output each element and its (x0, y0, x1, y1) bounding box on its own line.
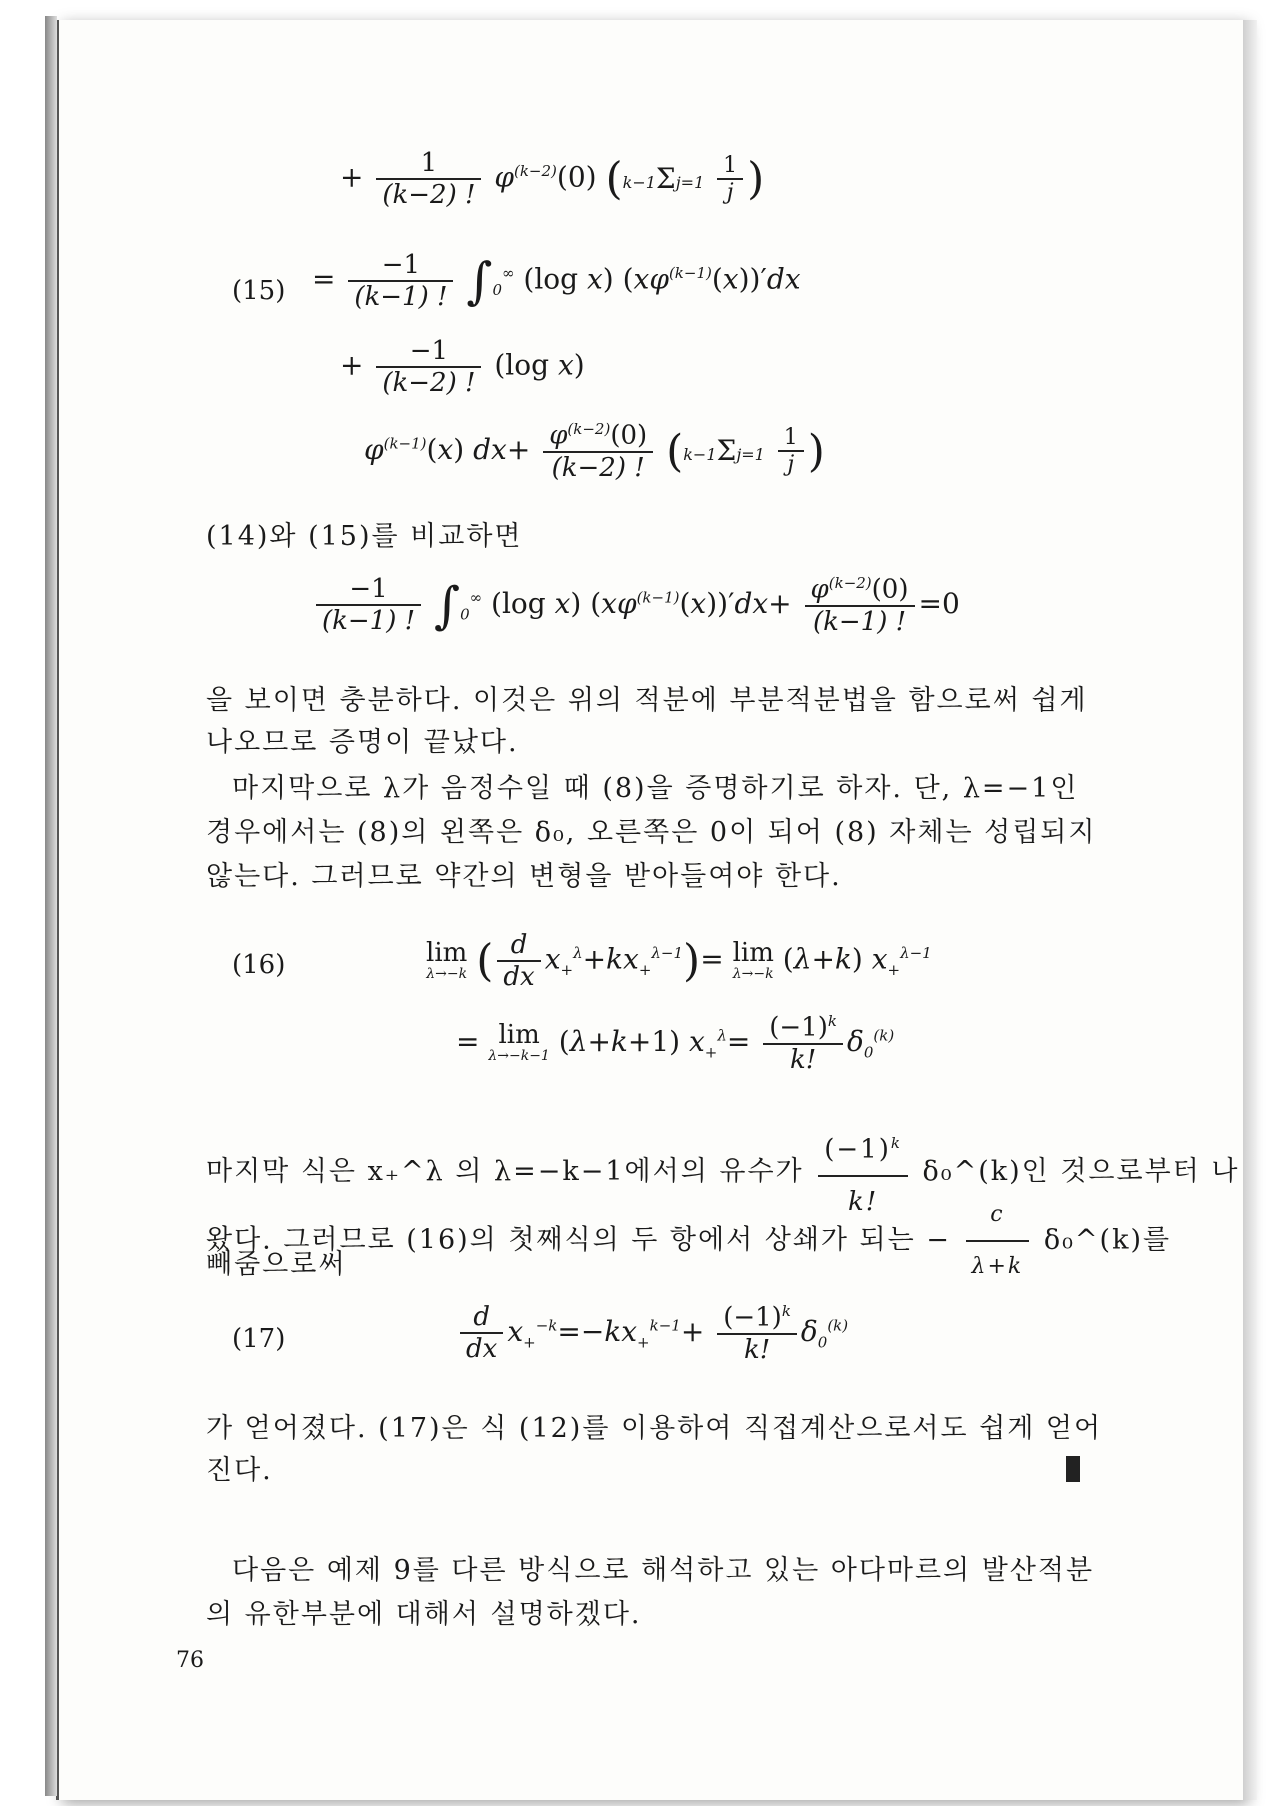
equation-15-line1: = $\frac{-1}{(k-1) !}$ $\int_0^\infty$ (log x) $(x\varphi^{(k-1)}(x))'dx$ (312, 250, 801, 312)
paragraph-proof-end-2: 나오므로 증명이 끝났다. (206, 727, 519, 758)
residue-text-b: δ₀^(k)인 것으로부터 나 (922, 1155, 1240, 1187)
equation-15-line3: $\varphi^{(k-1)}(x)$ dx+ $\frac{\varphi^{(k-2)}(0)}{(k-2) !}$ (k−1Σj=1 $\frac{1}{j}$ ) (364, 420, 825, 483)
qed-mark (1066, 1456, 1080, 1486)
equation-number-17: (17) (232, 1324, 286, 1354)
equation-line-a: + $\frac{1}{(k-2) !}$ $\varphi^{(k-2)}(0)$ (k−1Σj=1 $\frac{1}{j}$ ) (340, 148, 765, 210)
cancel-text-a: 왔다. 그러므로 (16)의 첫째식의 두 항에서 상쇄가 되는 − (206, 1224, 951, 1256)
page-edge (1243, 20, 1257, 1800)
residue-text-a: 마지막 식은 x₊^λ 의 λ=−k−1에서의 유수가 (206, 1155, 804, 1187)
cancel-text-b: δ₀^(k)를 (1043, 1224, 1172, 1256)
paragraph-hadamard-2: 의 유한부분에 대해서 설명하겠다. (206, 1599, 642, 1630)
equation-16-line2: = lim λ→−k−1 (λ+k+1) $x_+^\lambda=$ $\frac{(-1)^k}{k!}$ $\delta_0^{(k)}$ (456, 1012, 895, 1075)
paragraph-negative-1: 마지막으로 λ가 음정수일 때 (8)을 증명하기로 하자. 단, λ=−1인 (232, 773, 1079, 804)
equation-17: $\frac{d}{dx}$ $x_+^{-k}=-kx_+^{k-1}+$ $\frac{(-1)^k}{k!}$ $\delta_0^{(k)}$ (456, 1302, 848, 1365)
paragraph-cancel-2: 빼줌으로써 (206, 1249, 347, 1280)
equation-15-line2: + $\frac{-1}{(k-2) !}$ (log x) (340, 336, 585, 398)
paragraph-compare: (14)와 (15)를 비교하면 (206, 521, 523, 552)
paragraph-obtained-1: 가 얻어졌다. (17)은 식 (12)를 이용하여 직접계산으로서도 쉽게 얻어 (206, 1413, 1103, 1444)
paragraph-proof-end-1: 을 보이면 충분하다. 이것은 위의 적분에 부분적분법을 함으로써 쉽게 (206, 685, 1088, 716)
paragraph-negative-3: 않는다. 그러므로 약간의 변형을 받아들여야 한다. (206, 861, 842, 892)
residue-fraction: $\frac{(-1)^k}{k!}$ (818, 1118, 908, 1227)
equation-compare: $\frac{-1}{(k-1) !}$ $\int_0^\infty$ (log x) $(x\varphi^{(k-1)}(x))'dx+$ $\frac{\varphi^{(k-2)}(0)}{(k-1) !}$ =0 (312, 574, 960, 637)
page-number: 76 (176, 1648, 204, 1673)
equation-16-line1: lim λ→−k ( $\frac{d}{dx}$ $x_+^\lambda+kx_+^{\lambda-1})=$ lim λ→−k (λ+k) $x_+^{\lambda-1}$ (426, 930, 932, 992)
paragraph-obtained-2: 진다. (206, 1455, 273, 1486)
cancel-fraction: $\frac{c}{\lambda+k}$ (966, 1190, 1030, 1292)
equation-number-16: (16) (232, 950, 286, 980)
equation-number-15: (15) (232, 276, 286, 306)
paragraph-hadamard-1: 다음은 예제 9를 다른 방식으로 해석하고 있는 아다마르의 발산적분 (232, 1555, 1095, 1586)
paragraph-negative-2: 경우에서는 (8)의 왼쪽은 δ₀, 오른쪽은 0이 되어 (8) 자체는 성립되지 (206, 817, 1097, 848)
